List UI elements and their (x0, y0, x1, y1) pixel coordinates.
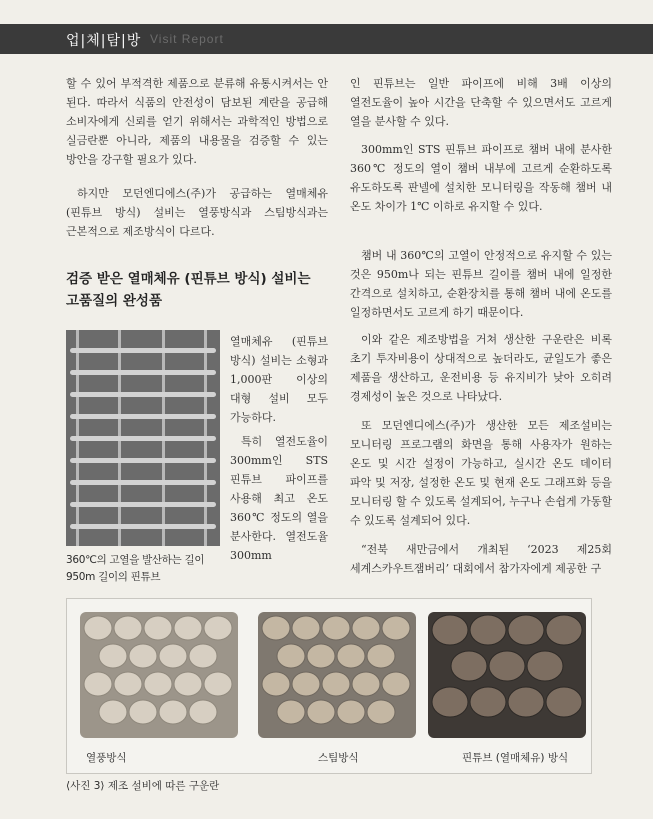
right-paragraph-1: 인 핀튜브는 일반 파이프에 비해 3배 이상의 열전도율이 높아 시간을 단축할 수 있으면서도 고르게 열을 분사할 수 있다. (350, 77, 612, 128)
egg-label-fin-tube: 핀튜브 (열매체유) 방식 (462, 752, 569, 764)
fin-tube (70, 458, 216, 463)
egg-photo-steam (258, 612, 416, 738)
left-paragraph-3: 열매체유 (핀튜브 방식) 설비는 소형과 1,000판 이상의 대형 설비 모두 가능하다. (230, 335, 328, 424)
fin-tube (70, 480, 216, 485)
photo-caption: 360℃의 고열을 발산하는 길이 950m 길이의 핀튜브 (66, 554, 205, 583)
right-paragraph-5: 또 모던엔디에스(주)가 생산한 모든 제조설비는 모니터링 프로그램의 화면을 통해 사용자가 원하는 온도 및 시간 설정이 가능하고, 실시간 온도 데이터 파악 및 저장, 설정한 온도 및 현재 온도 그래프화 등을 모니터링 할 수 있도록 설계되어, 누구나 손쉽게 가동할 수 있도록 설계되어 있다. (350, 419, 612, 527)
fin-tube (70, 348, 216, 353)
figure-caption: ⟨사진 3⟩ 제조 설비에 따른 구운란 (66, 780, 220, 792)
fin-tube (70, 524, 216, 529)
fin-tube-photo (66, 330, 220, 546)
fin-tube (70, 370, 216, 375)
section-subtitle: Visit Report (150, 32, 224, 46)
right-paragraph-3: 챔버 내 360℃의 고열이 안정적으로 유지할 수 있는 것은 950m나 되는 핀튜브 길이를 챔버 내에 일정한 간격으로 설치하고, 순환장치를 통해 챔버 내에 온도를 일정하면서도 고르게 하기 때문이다. (350, 249, 612, 319)
section-heading: 검증 받은 열매체유 (핀튜브 방식) 설비는 고품질의 완성품 (66, 271, 311, 309)
fin-tube (70, 502, 216, 507)
egg-photo-hot-air (80, 612, 238, 738)
fin-tube (70, 414, 216, 419)
egg-photo-fin-tube (428, 612, 586, 738)
right-paragraph-6: “전북 새만금에서 개최된 ‘2023 제25회 세계스카우트잼버리’ 대회에서 참가자에게 제공한 구 (350, 543, 612, 575)
right-paragraph-4: 이와 같은 제조방법을 거쳐 생산한 구운란은 비록 초기 투자비용이 상대적으로 높더라도, 균일도가 좋은 제품을 생산하고, 운전비용 등 유지비가 낮아 오히려 경제성이 높은 것으로 나타났다. (350, 333, 612, 403)
egg-label-steam: 스팀방식 (318, 752, 359, 764)
egg-label-hot-air: 열풍방식 (86, 752, 127, 764)
left-paragraph-4: 특히 열전도율이 300mm인 STS 핀튜브 파이프를 사용해 최고 온도 360℃ 정도의 열을 분사한다. 열전도율 300mm (230, 435, 328, 562)
fin-tube (70, 392, 216, 397)
left-paragraph-2: 하지만 모던엔디에스(주)가 공급하는 열매체유(핀튜브 방식) 설비는 열풍방식과 스팀방식과는 근본적으로 제조방식이 다르다. (66, 187, 328, 238)
right-paragraph-2: 300mm인 STS 핀튜브 파이프로 챔버 내에 분사한 360℃ 정도의 열이 챔버 내부에 고르게 순환하도록 유도하도록 판넬에 설치한 모니터링을 작동해 챔버 내 온도 차이가 1℃ 이하로 유지할 수 있다. (350, 143, 612, 213)
left-paragraph-1: 할 수 있어 부적격한 제품으로 분류해 유통시켜서는 안 된다. 따라서 식품의 안전성이 담보된 계란을 공급해 소비자에게 신뢰를 얻기 위해서는 과학적인 방법으로 실금란뿐 아니라, 제품의 내용물을 검증할 수 있는 방안을 강구할 필요가 있다. (66, 77, 328, 166)
section-title: 업|체|탐|방 (66, 33, 142, 49)
fin-tube (70, 436, 216, 441)
